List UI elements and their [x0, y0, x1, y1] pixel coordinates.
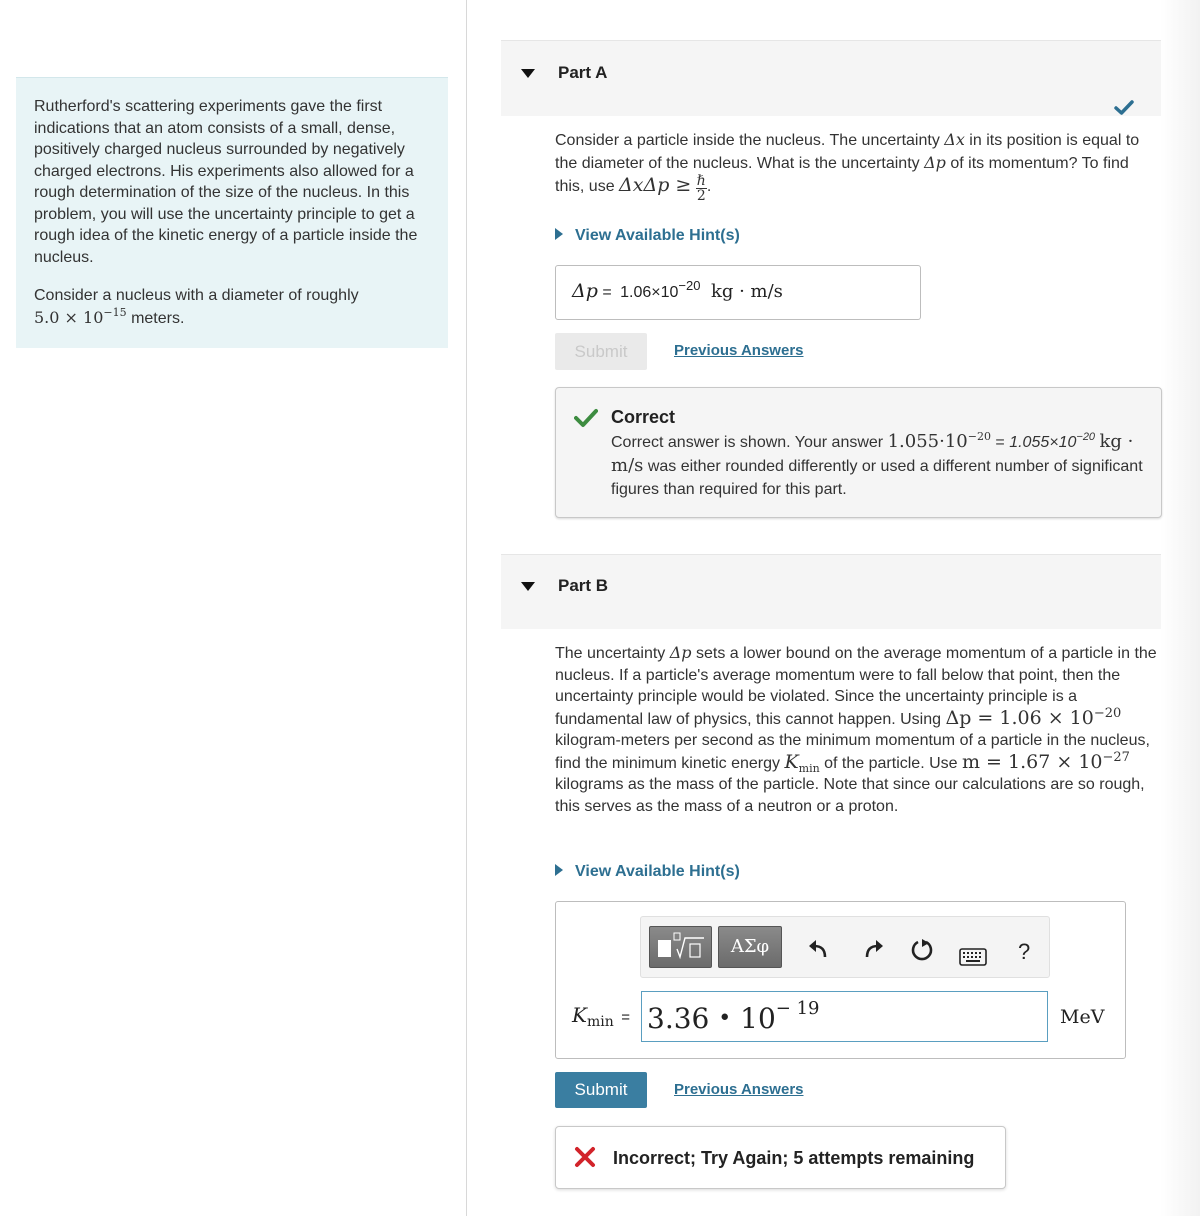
part-a-header[interactable] [501, 40, 1161, 116]
kmin-answer-input[interactable]: 3.36 • $10^{- 19}$ [641, 991, 1048, 1042]
template-button[interactable] [649, 926, 712, 968]
expand-triangle-icon [555, 228, 563, 240]
template-icon [650, 927, 711, 967]
part-b-previous-answers-link[interactable]: Previous Answers [674, 1081, 804, 1098]
incorrect-x-icon [574, 1146, 596, 1168]
intro-paragraph-2: Consider a nucleus with a diameter of roughly $5.0 \times 10^{-15}$ meters. [34, 287, 359, 327]
kmin-label: $K_{min}$ = [572, 1003, 631, 1030]
part-a-previous-answers-link[interactable]: Previous Answers [674, 342, 804, 359]
keyboard-icon[interactable] [959, 948, 987, 966]
kmin-unit: MeV [1060, 1006, 1105, 1028]
part-a-title: Part A [558, 63, 608, 82]
scroll-shade [1160, 0, 1200, 1216]
expand-triangle-icon [555, 864, 563, 876]
problem-intro [16, 77, 448, 348]
part-a-question: Consider a particle inside the nucleus. The uncertainty Δx in its position is equal to the diameter of the nucleus. What is the uncertainty Δp of its momentum? To find this, use ΔxΔp ≥ ℏ 2 . [555, 130, 1140, 204]
part-b-hints-toggle[interactable]: View Available Hint(s) [555, 863, 740, 881]
correct-check-icon [574, 408, 598, 428]
part-b-question: The uncertainty Δp sets a lower bound on the average momentum of a particle in the nucleus. If a particle's average momentum were to fall below that point, then the uncertainty principle would be violated. Since the uncertainty principle is a fundamental law of physics, this cannot happen. Using $\Delta p = 1.06 \times 10^{-20}$ kilogram-meters per second as the minimum momentum of a particle in the nucleus, find the minimum kinetic energy $K_{min}$ of the particle. Use $m = 1.67 \times 10^{-27}$ kilograms as the mass of the particle. Note that since our calculations are so rough, this serves as the mass of a neutron or a proton. [555, 643, 1157, 815]
math-toolbar [640, 916, 1050, 978]
help-button[interactable]: ? [1018, 939, 1031, 964]
part-b-submit-button[interactable]: Submit [555, 1072, 647, 1108]
part-b-answer-box [555, 901, 1126, 1059]
redo-icon[interactable] [860, 937, 886, 963]
greek-symbols-button[interactable]: ΑΣφ [718, 926, 782, 968]
part-b-feedback-incorrect [555, 1126, 1006, 1189]
feedback-title: Correct [611, 407, 676, 427]
left-column [0, 0, 466, 1216]
part-a-unit: kg · m/s [710, 281, 783, 302]
collapse-triangle-icon[interactable] [521, 69, 535, 78]
part-a-answer-box: $\Delta p = 1.06\times 10^{-20}$ kg · m/s [555, 265, 921, 320]
reset-icon[interactable] [909, 937, 935, 963]
part-a-feedback-correct [555, 387, 1162, 518]
collapse-triangle-icon[interactable] [521, 582, 535, 591]
column-divider [466, 0, 467, 1216]
part-a-submit-button[interactable]: Submit [555, 333, 647, 370]
diameter-value: $5.0 \times 10^{-15}$ [34, 305, 127, 327]
part-b-title: Part B [558, 576, 609, 595]
hbar-over-2: ℏ 2 [696, 173, 706, 204]
feedback-body: Correct answer is shown. Your answer $1.055\cdot 10^{-20} = 1.055\times 10^{-20}$ kg · m/s was either rounded differently or used a different number of significant figures than required for this part. [611, 430, 1143, 498]
part-a-answer-value: $1.06\times 10^{-20}$ [620, 278, 701, 301]
part-a-hints-toggle[interactable]: View Available Hint(s) [555, 227, 740, 245]
part-b-header[interactable] [501, 554, 1161, 629]
intro-paragraph-1: Rutherford's scattering experiments gave the first indications that an atom consists of a small, dense, positively charged nucleus surrounded by negatively charged electrons. His experiments also allowed for a rough determination of the size of the nucleus. In this problem, you will use the uncertainty principle to get a rough idea of the kinetic energy of a particle inside the nucleus. [34, 98, 418, 266]
undo-icon[interactable] [806, 937, 832, 963]
incorrect-message: Incorrect; Try Again; 5 attempts remaining [613, 1148, 975, 1168]
part-a-complete-check-icon [1114, 100, 1134, 116]
